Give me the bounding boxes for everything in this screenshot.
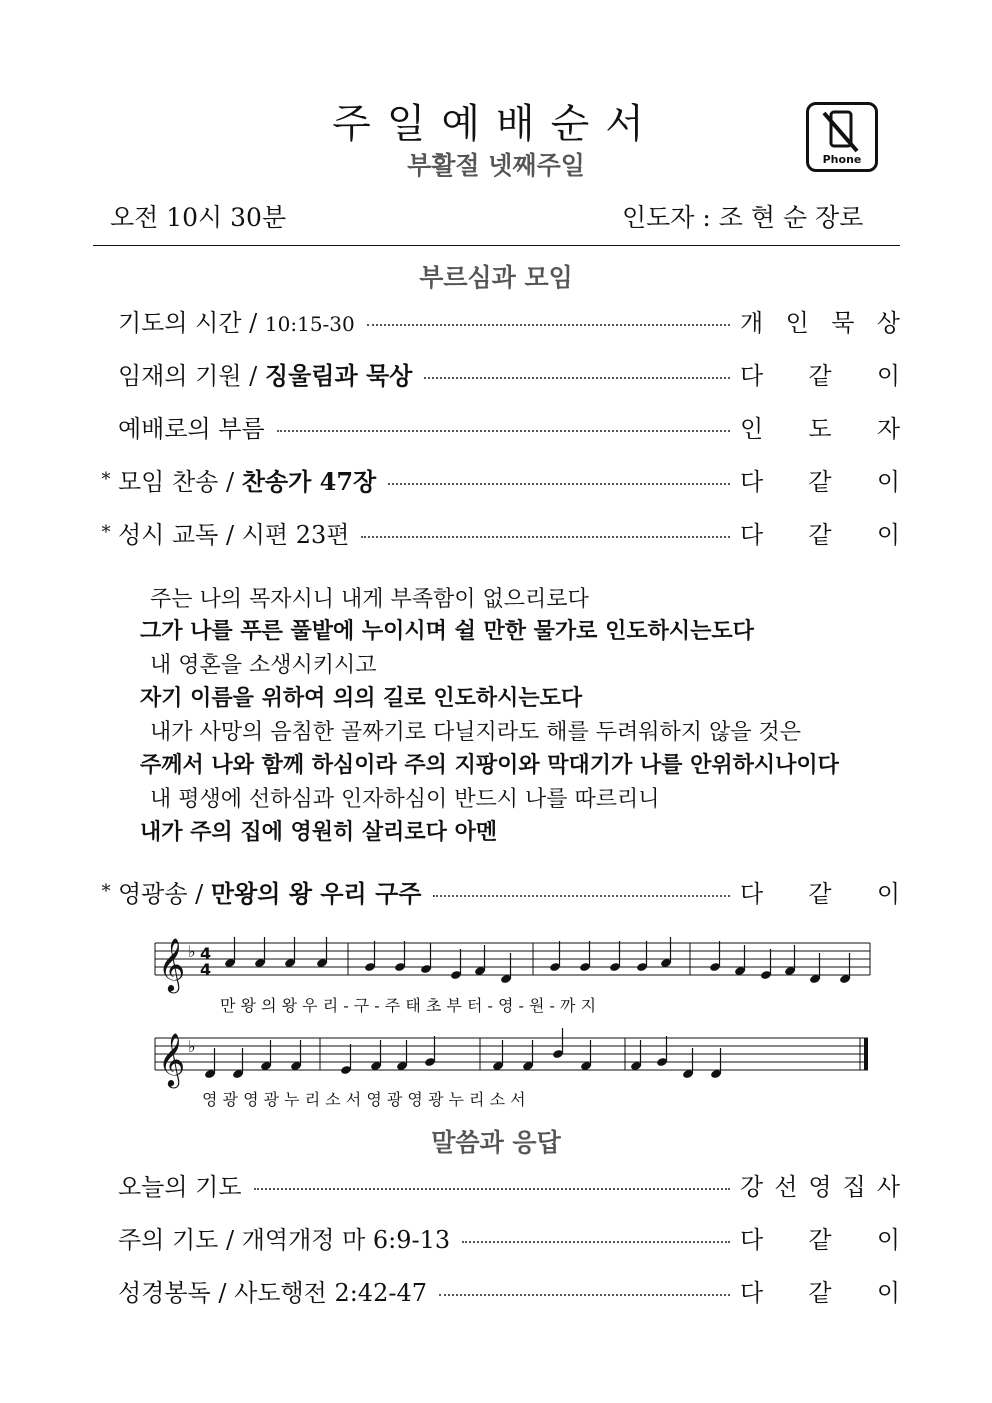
phone-icon-label: Phone (822, 153, 862, 166)
participant-char: 자 (876, 414, 900, 443)
participant-char: 같 (808, 467, 832, 496)
participant-char: 개 (740, 308, 764, 337)
participant-char: 다 (740, 520, 764, 549)
participant-char: 도 (808, 414, 832, 443)
order-item-participant (740, 1220, 900, 1255)
order-item-participant (740, 1167, 900, 1202)
section-title-gathering: 부르심과 모임 (419, 263, 573, 292)
order-item-label: 성경봉독 / 사도행전 2:42-47 (118, 1278, 427, 1307)
participant-char: 이 (876, 879, 900, 908)
participant-char: 같 (808, 1225, 832, 1254)
participant-char: 같 (808, 361, 832, 390)
order-item-label: 모임 찬송 / 찬송가 47장 (118, 466, 377, 496)
participant-char: 다 (740, 1278, 764, 1307)
flat-sign-icon: ♭ (188, 1037, 196, 1056)
header-divider (93, 245, 900, 246)
order-item-participant (740, 462, 900, 497)
dot-leader (277, 429, 730, 432)
participant-char: 강 (740, 1172, 764, 1201)
participant-char: 다 (740, 467, 764, 496)
order-item-label: 오늘의 기도 (118, 1172, 242, 1201)
time-signature-bottom: 4 (200, 960, 212, 979)
participant-char: 사 (876, 1172, 900, 1201)
treble-clef-icon: 𝄞 (158, 1032, 186, 1086)
dot-leader (439, 1293, 730, 1296)
participant-char: 이 (876, 467, 900, 496)
order-item (94, 514, 900, 550)
psalm-leader-line: 내 평생에 선하심과 인자하심이 반드시 나를 따르리니 (150, 787, 660, 812)
section-title-word: 말씀과 응답 (431, 1128, 561, 1157)
dot-leader (462, 1240, 730, 1243)
order-item-participant (740, 1273, 900, 1308)
participant-char: 같 (808, 520, 832, 549)
participant-char: 인 (740, 414, 764, 443)
order-item-gloria (94, 873, 900, 909)
participant-char: 다 (740, 879, 764, 908)
order-item-participant (740, 356, 900, 391)
page-title: 주일예배순서 (332, 101, 660, 147)
time-signature-top: 4 (200, 944, 212, 963)
psalm-response-line: 그가 나를 푸른 풀밭에 누이시며 쉴 만한 물가로 인도하시는도다 (140, 619, 754, 644)
participant-char: 같 (808, 1278, 832, 1307)
psalm-response-line: 내가 주의 집에 영원히 살리로다 아멘 (140, 820, 498, 845)
participant-char: 이 (876, 361, 900, 390)
treble-clef-icon: 𝄞 (158, 937, 186, 991)
service-leader: 인도자 : 조 현 순 장로 (622, 203, 864, 232)
psalm-response-line: 자기 이름을 위하여 의의 길로 인도하시는도다 (140, 686, 583, 711)
order-item-participant (740, 515, 900, 550)
participant-char: 상 (876, 308, 900, 337)
notes-line-1 (224, 937, 851, 984)
standing-marker: * (101, 468, 111, 490)
participant-char: 영 (808, 1172, 832, 1201)
participant-char: 인 (785, 308, 809, 337)
order-item-participant (740, 874, 900, 909)
order-item-label: 예배로의 부름 (118, 414, 265, 443)
flat-sign-icon: ♭ (188, 942, 196, 961)
no-phone-icon (806, 102, 878, 172)
order-item (94, 1166, 900, 1202)
participant-char: 이 (876, 520, 900, 549)
participant-char: 다 (740, 1225, 764, 1254)
dot-leader (424, 376, 730, 379)
participant-char: 집 (842, 1172, 866, 1201)
order-item-label: 성시 교독 / 시편 23편 (118, 520, 350, 549)
dot-leader (254, 1187, 730, 1190)
order-item-label: 기도의 시간 / 10:15-30 (118, 308, 355, 337)
dot-leader (388, 482, 730, 485)
psalm-leader-line: 주는 나의 목자시니 내게 부족함이 없으리로다 (150, 587, 589, 612)
psalm-leader-line: 내가 사망의 음침한 골짜기로 다닐지라도 해를 두려워하지 않을 것은 (150, 720, 802, 745)
participant-char: 이 (876, 1225, 900, 1254)
lyrics-line-2: 영 광 영 광 누 리 소 서 영 광 영 광 누 리 소 서 (202, 1090, 526, 1109)
psalm-leader-line: 내 영혼을 소생시키시고 (150, 653, 377, 678)
order-item-participant (740, 303, 900, 338)
dot-leader (367, 323, 730, 326)
standing-marker: * (101, 521, 111, 543)
service-time: 오전 10시 30분 (110, 203, 287, 232)
standing-marker: * (101, 880, 111, 902)
order-item-label: 주의 기도 / 개역개정 마 6:9-13 (118, 1225, 451, 1254)
psalm-response-line: 주께서 나와 함께 하심이라 주의 지팡이와 막대기가 나를 안위하시나이다 (140, 753, 839, 778)
dot-leader (433, 894, 730, 897)
page-subtitle: 부활절 넷째주일 (407, 151, 585, 180)
music-score (150, 930, 880, 1110)
order-item (94, 461, 900, 497)
participant-char: 같 (808, 879, 832, 908)
order-item (94, 408, 900, 444)
order-item-label: 영광송 / 만왕의 왕 우리 구주 (118, 878, 422, 908)
order-item (94, 302, 900, 338)
order-item (94, 355, 900, 391)
participant-char: 묵 (831, 308, 855, 337)
order-item (94, 1272, 900, 1308)
participant-char: 선 (774, 1172, 798, 1201)
participant-char: 이 (876, 1278, 900, 1307)
participant-char: 다 (740, 361, 764, 390)
order-item-participant (740, 409, 900, 444)
lyrics-line-1: 만 왕 의 왕 우 리 - 구 - 주 태 초 부 터 - 영 - 원 - 까 지 (220, 996, 597, 1015)
order-item-label: 임재의 기원 / 징울림과 묵상 (118, 360, 413, 390)
order-item (94, 1219, 900, 1255)
dot-leader (361, 535, 730, 538)
